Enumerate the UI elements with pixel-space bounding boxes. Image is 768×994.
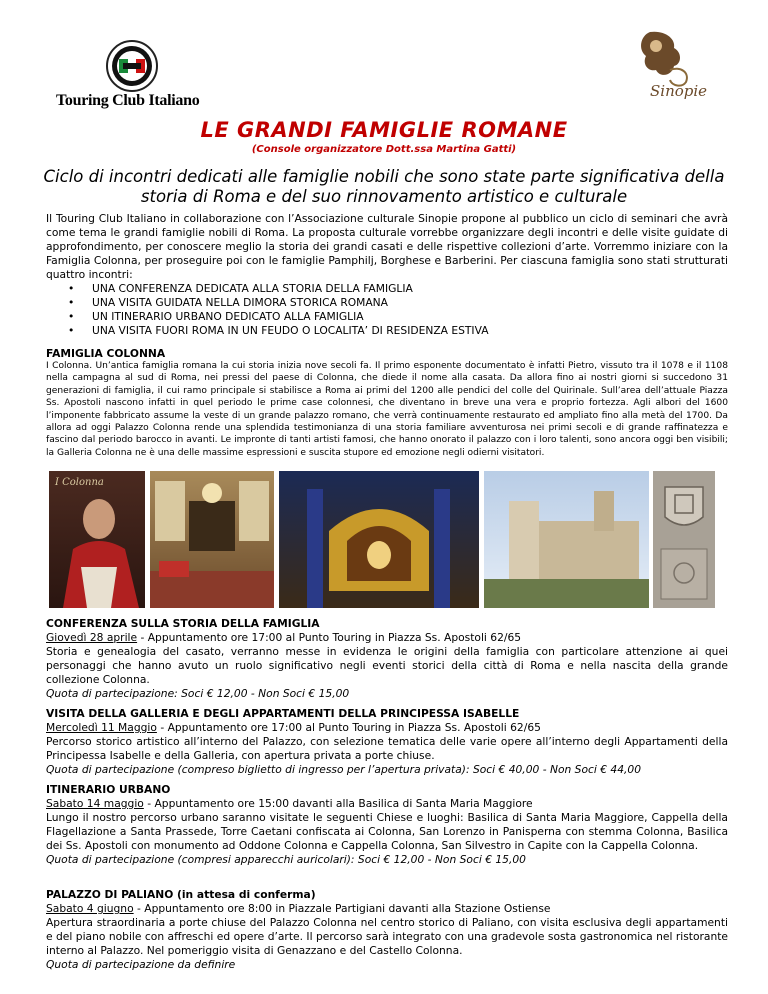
event-urban-itinerary [46, 783, 728, 867]
event-fee: Quota di partecipazione (compresi apparecchi auricolari): Soci € 12,00 - Non Soci € 15,00 [46, 853, 526, 866]
event-meeting-point: - Appuntamento ore 8:00 in Piazzale Partigiani davanti alla Stazione Ostiense [133, 902, 551, 915]
castle-photo [484, 471, 649, 608]
coat-of-arms-photo [653, 471, 715, 608]
page-title: LE GRANDI FAMIGLIE ROMANE [200, 118, 568, 142]
event-title: PALAZZO DI PALIANO (in attesa di conferma) [46, 888, 316, 901]
event-meeting-point: - Appuntamento ore 15:00 davanti alla Basilica di Santa Maria Maggiore [143, 797, 533, 810]
list-item: • UNA CONFERENZA DEDICATA ALLA STORIA DELLA FAMIGLIA [46, 282, 489, 296]
family-description: I Colonna. Un’antica famiglia romana la cui storia inizia nove secoli fa. Il primo esponente documentato è infatti Pietro, vissuto tra il 1078 e il 1108 nella campagna al sud di Roma, nei pressi del paese di Colonna, che diede il nome alla casata. Da allora fino ai nostri giorni si succedono 31 generazioni di famiglia, il cui ramo principale si stabilisce a Roma ai primi del 1200 alle pendici del colle del Quirinale. Sull’area dell’attuale Piazza Ss. Apostoli nascono infatti in quel periodo le prime case colonnesi, che diventano in breve una vera e proprio fortezza. Agli albori del 1600 l’imponente fabbricato assume la veste di un grande palazzo romano, che verrà continuamente restaurato ed ampliato fino alla metà del 1700. Da allora ad oggi Palazzo Colonna rende una splendida testimonianza di una storia familiare avventurosa nei primi secoli e di grande raffinatezza e fascino dal periodo barocco in avanti. Le impronte di tanti artisti famosi, che hanno onorato il palazzo con i loro talenti, sono ancora oggi ben visibili; la Galleria Colonna ne è una delle massime espressioni e suscita stupore ed emozione negli odierni visitatori. [46, 361, 728, 458]
photo-strip [49, 471, 715, 608]
event-meeting-point: - Appuntamento ore 17:00 al Punto Touring in Piazza Ss. Apostoli 62/65 [156, 721, 541, 734]
touring-club-name: Touring Club Italiano [56, 92, 200, 109]
event-fee: Quota di partecipazione da definire [46, 958, 236, 971]
meeting-list [46, 282, 489, 338]
event-description: Lungo il nostro percorso urbano saranno visitate le seguenti Chiese e luoghi: Basilica di Santa Maria Maggiore, Cappella della Flagellazione a Santa Prassede, Torre Caetani confiscata ai Colonna, San Lorenzo in Panisperna con stemma Colonna, Basilica dei Ss. Apostoli con monumento ad Oddone Colonna e Cappella Colonna, San Silvestro in Capite con la Cappella Colonna. [46, 811, 728, 852]
event-conference [46, 617, 728, 701]
event-description: Apertura straordinaria a porte chiuse del Palazzo Colonna nel centro storico di Paliano, con visita esclusiva degli appartamenti e del piano nobile con affreschi ed opere d’arte. Il percorso sarà integrato con una gradevole sosta gastronomica nel ristorante interno al Palazzo. Nel pomeriggio visita di Genazzano e del Castello Colonna. [46, 916, 728, 957]
event-fee: Quota di partecipazione: Soci € 12,00 - Non Soci € 15,00 [46, 687, 350, 700]
page-subtitle: (Console organizzatore Dott.ssa Martina Gatti) [251, 144, 517, 155]
gallery-interior-photo [150, 471, 274, 608]
list-item: • UN ITINERARIO URBANO DEDICATO ALLA FAMIGLIA [46, 310, 489, 324]
event-gallery-visit [46, 707, 728, 777]
event-date: Sabato 4 giugno [46, 902, 134, 915]
event-title: ITINERARIO URBANO [46, 783, 171, 796]
event-date: Mercoledì 11 Maggio [46, 721, 157, 734]
palace-hall-photo [279, 471, 479, 608]
list-item: • UNA VISITA FUORI ROMA IN UN FEUDO O LOCALITA’ DI RESIDENZA ESTIVA [46, 324, 489, 338]
event-description: Percorso storico artistico all’interno del Palazzo, con selezione tematica delle varie opere all’interno degli Appartamenti della Principessa Isabelle e della Galleria, con apertura privata a porte chiuse. [46, 735, 728, 762]
family-title: FAMIGLIA COLONNA [46, 347, 166, 360]
intro-paragraph: Il Touring Club Italiano in collaborazione con l’Associazione culturale Sinopie propone al pubblico un ciclo di seminari che avrà come tema le grandi famiglie nobili di Roma. La proposta culturale vorrebbe organizzare degli incontri e delle visite guidate di approfondimento, per conoscere meglio la storia dei grandi casati e delle rispettive collezioni d’arte. Vorremmo iniziare con la Famiglia Colonna, per proseguire poi con le famiglie Pamphilj, Borghese e Barberini. Per ciascuna famiglia sono stati strutturati quattro incontri: [46, 212, 728, 281]
svg-text:Sinopie: Sinopie [650, 82, 708, 100]
touring-club-logo [106, 40, 158, 92]
event-title: VISITA DELLA GALLERIA E DEGLI APPARTAMENTI DELLA PRINCIPESSA ISABELLE [46, 707, 520, 720]
event-description: Storia e genealogia del casato, verranno messe in evidenza le origini della famiglia con particolare attenzione ai quei personaggi che hanno avuto un ruolo significativo negli eventi storici della città di Roma e nella nascita della grande collezione Colonna. [46, 645, 728, 686]
list-item: • UNA VISITA GUIDATA NELLA DIMORA STORICA ROMANA [46, 296, 489, 310]
tagline: Ciclo di incontri dedicati alle famiglie nobili che sono state parte significativa della storia di Roma e del suo rinnovamento artistico e culturale [43, 167, 725, 206]
event-paliano-palace [46, 888, 728, 972]
event-date: Sabato 14 maggio [46, 797, 144, 810]
photo-caption: I Colonna [55, 477, 104, 488]
event-title: CONFERENZA SULLA STORIA DELLA FAMIGLIA [46, 617, 320, 630]
event-date: Giovedì 28 aprile [46, 631, 138, 644]
sinopie-logo [620, 26, 712, 106]
event-fee: Quota di partecipazione (compreso biglietto di ingresso per l’apertura privata): Soci € 40,00 - Non Soci € 44,00 [46, 763, 642, 776]
portrait-photo [49, 471, 145, 608]
event-meeting-point: - Appuntamento ore 17:00 al Punto Touring in Piazza Ss. Apostoli 62/65 [137, 631, 522, 644]
